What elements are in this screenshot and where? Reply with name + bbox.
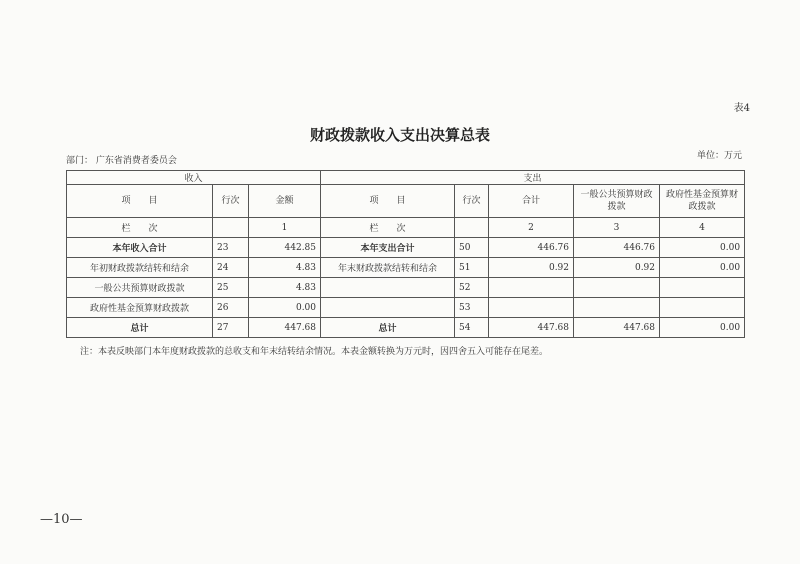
column-header-row (67, 185, 745, 218)
cell-exp-no: 53 (455, 298, 489, 318)
cell-exp-item (321, 278, 455, 298)
col-2: 2 (489, 218, 574, 238)
cell-total: 447.68 (489, 318, 574, 338)
cell-total: 446.76 (489, 238, 574, 258)
cell-exp-no: 52 (455, 278, 489, 298)
cell-fund: 0.00 (660, 258, 745, 278)
cell-amount: 4.83 (249, 278, 321, 298)
fiscal-summary-table (66, 170, 745, 338)
column-number-row (67, 218, 745, 238)
cell-total (489, 298, 574, 318)
fund-budget-header: 政府性基金预算财政拨款 (660, 185, 745, 218)
cell-exp-item: 本年支出合计 (321, 238, 455, 258)
table-number: 表4 (733, 103, 750, 114)
department-label: 部门： 广东省消费者委员会 (66, 156, 177, 166)
total-header: 合计 (489, 185, 574, 218)
table-row (67, 278, 745, 298)
col-4: 4 (660, 218, 745, 238)
cell-general (574, 298, 660, 318)
empty-cell (213, 218, 249, 238)
col-label: 栏 次 (67, 218, 213, 238)
cell-item: 总计 (67, 318, 213, 338)
cell-fund (660, 298, 745, 318)
table-row (67, 318, 745, 338)
cell-no: 25 (213, 278, 249, 298)
cell-total: 0.92 (489, 258, 574, 278)
expense-row-no-header: 行次 (455, 185, 489, 218)
cell-general (574, 278, 660, 298)
expense-header: 支出 (321, 171, 745, 185)
table-row (67, 258, 745, 278)
cell-no: 26 (213, 298, 249, 318)
cell-item: 本年收入合计 (67, 238, 213, 258)
cell-exp-item: 总计 (321, 318, 455, 338)
cell-item: 一般公共预算财政拨款 (67, 278, 213, 298)
col-1: 1 (249, 218, 321, 238)
cell-item: 年初财政拨款结转和结余 (67, 258, 213, 278)
col-3: 3 (574, 218, 660, 238)
expense-item-header: 项 目 (321, 185, 455, 218)
table-row (67, 298, 745, 318)
cell-exp-item: 年末财政拨款结转和结余 (321, 258, 455, 278)
cell-exp-no: 50 (455, 238, 489, 258)
cell-fund (660, 278, 745, 298)
cell-total (489, 278, 574, 298)
page-number: —10— (40, 512, 83, 527)
cell-exp-no: 54 (455, 318, 489, 338)
page-title: 财政拨款收入支出决算总表 (309, 126, 490, 144)
general-budget-header: 一般公共预算财政拨款 (574, 185, 660, 218)
col-label-2: 栏 次 (321, 218, 455, 238)
cell-amount: 4.83 (249, 258, 321, 278)
cell-general: 0.92 (574, 258, 660, 278)
cell-exp-item (321, 298, 455, 318)
cell-amount: 0.00 (249, 298, 321, 318)
row-no-header: 行次 (213, 185, 249, 218)
cell-no: 23 (213, 238, 249, 258)
item-header: 项 目 (67, 185, 213, 218)
cell-amount: 447.68 (249, 318, 321, 338)
cell-fund: 0.00 (660, 238, 745, 258)
cell-amount: 442.85 (249, 238, 321, 258)
cell-no: 24 (213, 258, 249, 278)
cell-fund: 0.00 (660, 318, 745, 338)
cell-exp-no: 51 (455, 258, 489, 278)
amount-header: 金额 (249, 185, 321, 218)
empty-cell (455, 218, 489, 238)
cell-item: 政府性基金预算财政拨款 (67, 298, 213, 318)
cell-general: 446.76 (574, 238, 660, 258)
footnote: 注：本表反映部门本年度财政拨款的总收支和年末结转结余情况。本表金额转换为万元时，因四舍五入可能存在尾差。 (80, 347, 549, 357)
income-header: 收入 (67, 171, 321, 185)
section-header-row (67, 171, 745, 185)
cell-no: 27 (213, 318, 249, 338)
table-row (67, 238, 745, 258)
unit-label: 单位：万元 (696, 151, 742, 161)
cell-general: 447.68 (574, 318, 660, 338)
